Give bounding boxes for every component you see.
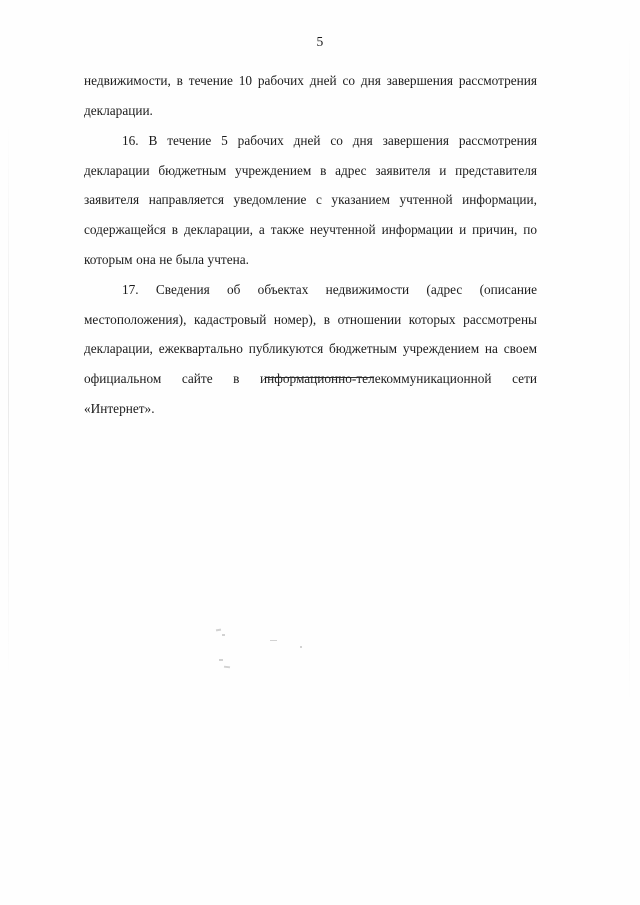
paragraph-continued: недвижимости, в течение 10 рабочих дней со дня завершения рассмотрения декларации. (84, 73, 537, 118)
page-number: 5 (316, 34, 324, 49)
scan-speck (216, 629, 221, 632)
paragraph-16: 16. В течение 5 рабочих дней со дня завершения рассмотрения декларации бюджетным учреждением в адрес заявителя и представителя заявителя направляется уведомление с указанием учтенной информации, содержащейся в декларации, а также неучтенной информации и причин, по которым она не была учтена. (84, 133, 537, 267)
horizontal-rule-icon (266, 377, 374, 378)
scan-speck (270, 640, 277, 641)
scan-speck (300, 646, 302, 648)
scan-speck (222, 634, 225, 636)
scan-edge-artifact-left (8, 120, 9, 680)
section-end-separator (0, 368, 640, 386)
paragraph-17: 17. Сведения об объектах недвижимости (адрес (описание местоположения), кадастровый номер), в отношении которых рассмотрены декларации, ежеквартально публикуются бюджетным учреждением на своем официальном сайте в информационно-телекоммуникационной сети «Интернет». (84, 282, 537, 416)
scan-speck (219, 659, 223, 661)
scan-speck (224, 666, 230, 669)
